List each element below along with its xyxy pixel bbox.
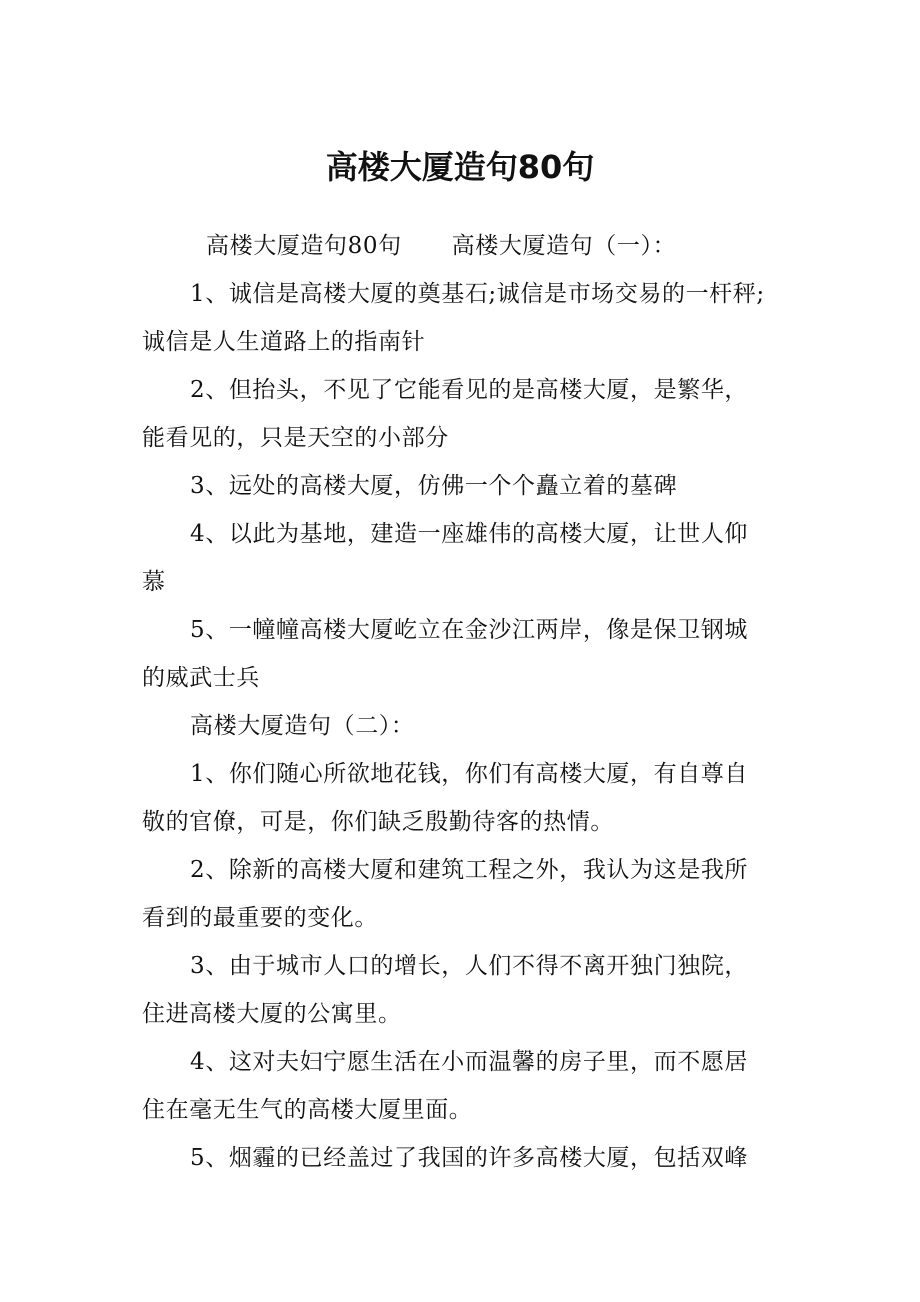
- list-item: 3、由于城市人口的增长，人们不得不离开独门独院，住进高楼大厦的公寓里。: [142, 953, 749, 1027]
- intro-lead: 高楼大厦造句80句: [206, 233, 402, 259]
- section-2-heading: 高楼大厦造句（二）：: [190, 713, 415, 739]
- list-item: 4、这对夫妇宁愿生活在小而温馨的房子里，而不愿居住在毫无生气的高楼大厦里面。: [142, 1049, 749, 1123]
- list-item: 5、烟霾的已经盖过了我国的许多高楼大厦，包括双峰: [190, 1145, 749, 1171]
- list-item: 4、以此为基地，建造一座雄伟的高楼大厦，让世人仰慕: [142, 521, 749, 595]
- list-item: 5、一幢幢高楼大厦屹立在金沙江两岸，像是保卫钢城的威武士兵: [142, 617, 749, 691]
- list-item: 2、但抬头，不见了它能看见的是高楼大厦，是繁华，能看见的，只是天空的小部分: [142, 377, 749, 451]
- list-item: 1、你们随心所欲地花钱，你们有高楼大厦，有自尊自敬的官僚，可是，你们缺乏殷勤待客的热情。: [142, 761, 749, 835]
- document-body: [142, 222, 770, 1182]
- list-item: 1、诚信是高楼大厦的奠基石;诚信是市场交易的一杆秤;诚信是人生道路上的指南针: [142, 281, 765, 355]
- list-item: 3、远处的高楼大厦，仿佛一个个矗立着的墓碑: [190, 473, 678, 499]
- section-1-heading: 高楼大厦造句（一）：: [451, 233, 677, 259]
- list-item: 2、除新的高楼大厦和建筑工程之外，我认为这是我所看到的最重要的变化。: [142, 857, 749, 931]
- document-title: 高楼大厦造句80句: [325, 148, 595, 186]
- intro-line: [142, 222, 770, 270]
